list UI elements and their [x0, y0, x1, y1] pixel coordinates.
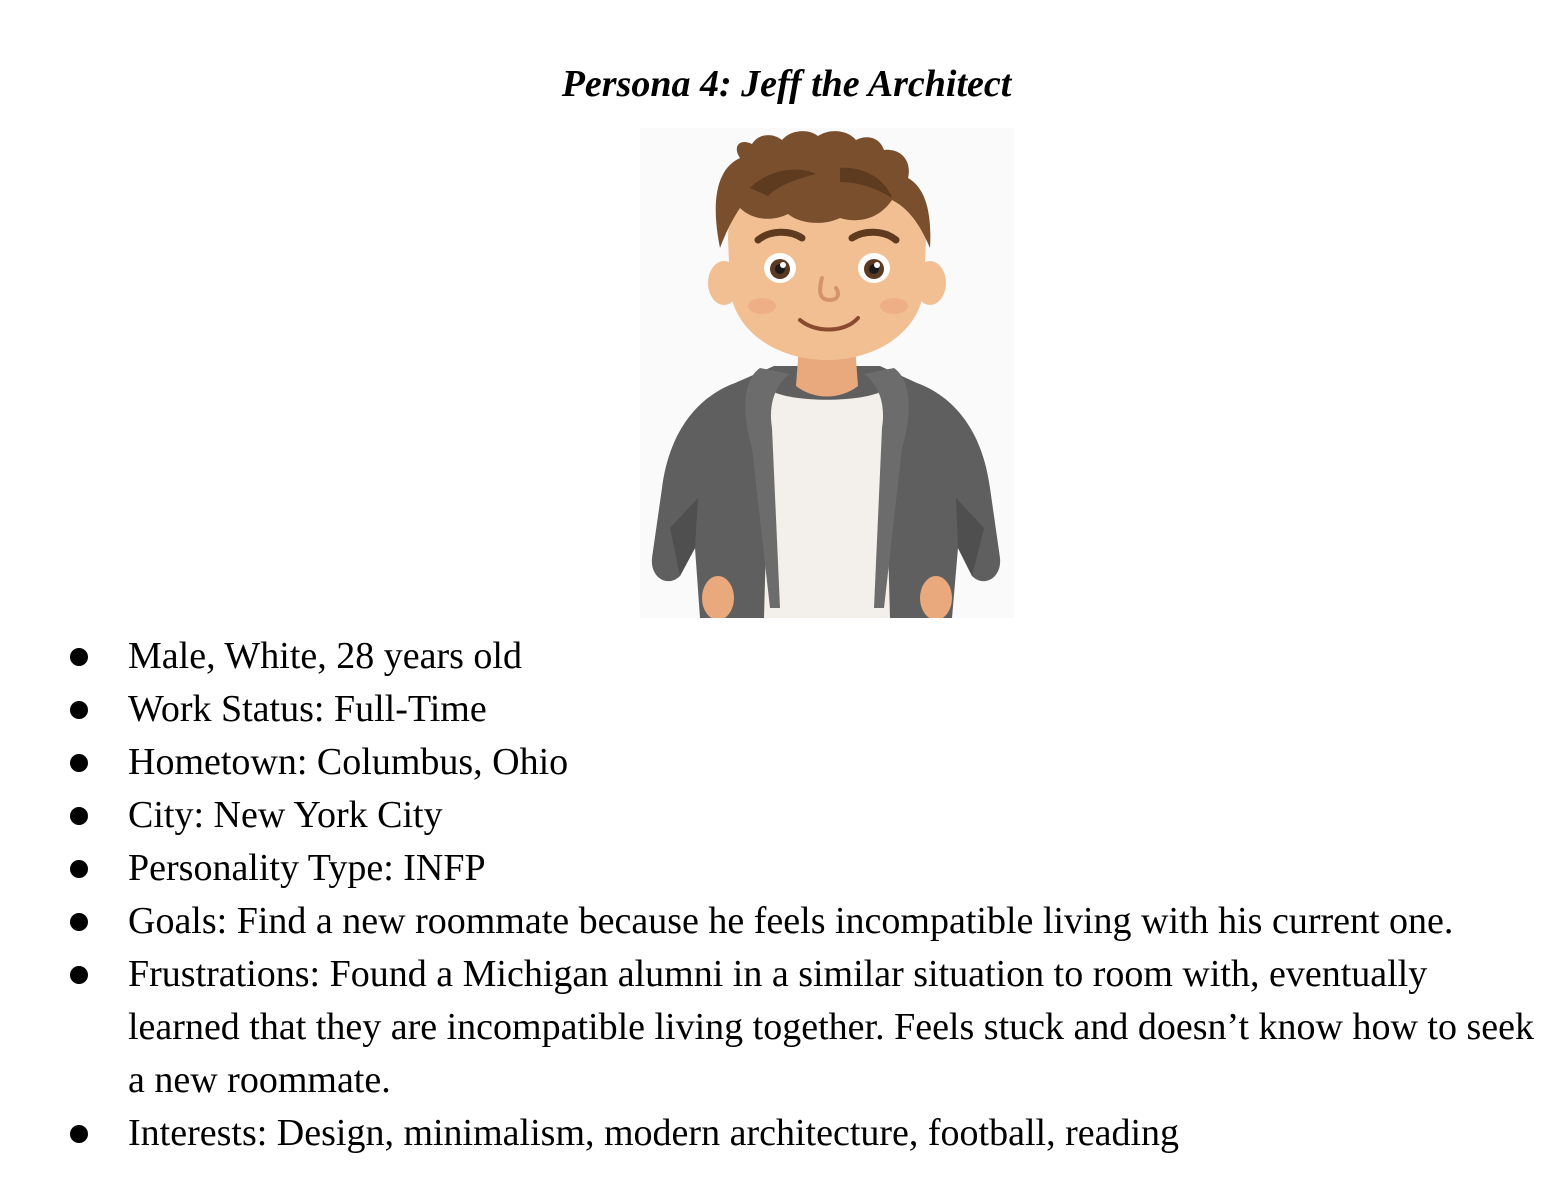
list-item	[0, 1107, 1545, 1160]
bullet-icon	[70, 913, 88, 931]
cartoon-young-man-icon	[640, 128, 1014, 618]
list-item-text: Goals: Find a new roommate because he feels incompatible living with his current one.	[128, 900, 1454, 942]
bullet-icon	[70, 1125, 88, 1143]
list-item	[0, 789, 1545, 842]
list-item	[0, 683, 1545, 736]
list-item-text: Male, White, 28 years old	[128, 635, 522, 677]
page-title: Persona 4: Jeff the Architect	[561, 63, 1012, 105]
list-item	[0, 630, 1545, 683]
list-item	[0, 736, 1545, 789]
bullet-icon	[70, 807, 88, 825]
list-item	[0, 895, 1545, 948]
list-item-text: City: New York City	[128, 794, 443, 836]
bullet-icon	[70, 701, 88, 719]
list-item-text: Interests: Design, minimalism, modern architecture, football, reading	[128, 1112, 1180, 1154]
list-item	[0, 948, 1545, 1107]
bullet-icon	[70, 966, 88, 984]
list-item-text: Frustrations: Found a Michigan alumni in a similar situation to room with, eventually learned that they are incompatible living together. Feels stuck and doesn’t know how to seek a new roommate.	[128, 953, 1534, 1101]
list-item-text: Work Status: Full-Time	[128, 688, 487, 730]
persona-avatar-illustration	[640, 128, 1014, 618]
bullet-icon	[70, 860, 88, 878]
list-item-text: Personality Type: INFP	[128, 847, 486, 889]
persona-details-list	[0, 630, 1545, 1160]
list-item	[0, 842, 1545, 895]
bullet-icon	[70, 754, 88, 772]
list-item-text: Hometown: Columbus, Ohio	[128, 741, 569, 783]
bullet-icon	[70, 648, 88, 666]
